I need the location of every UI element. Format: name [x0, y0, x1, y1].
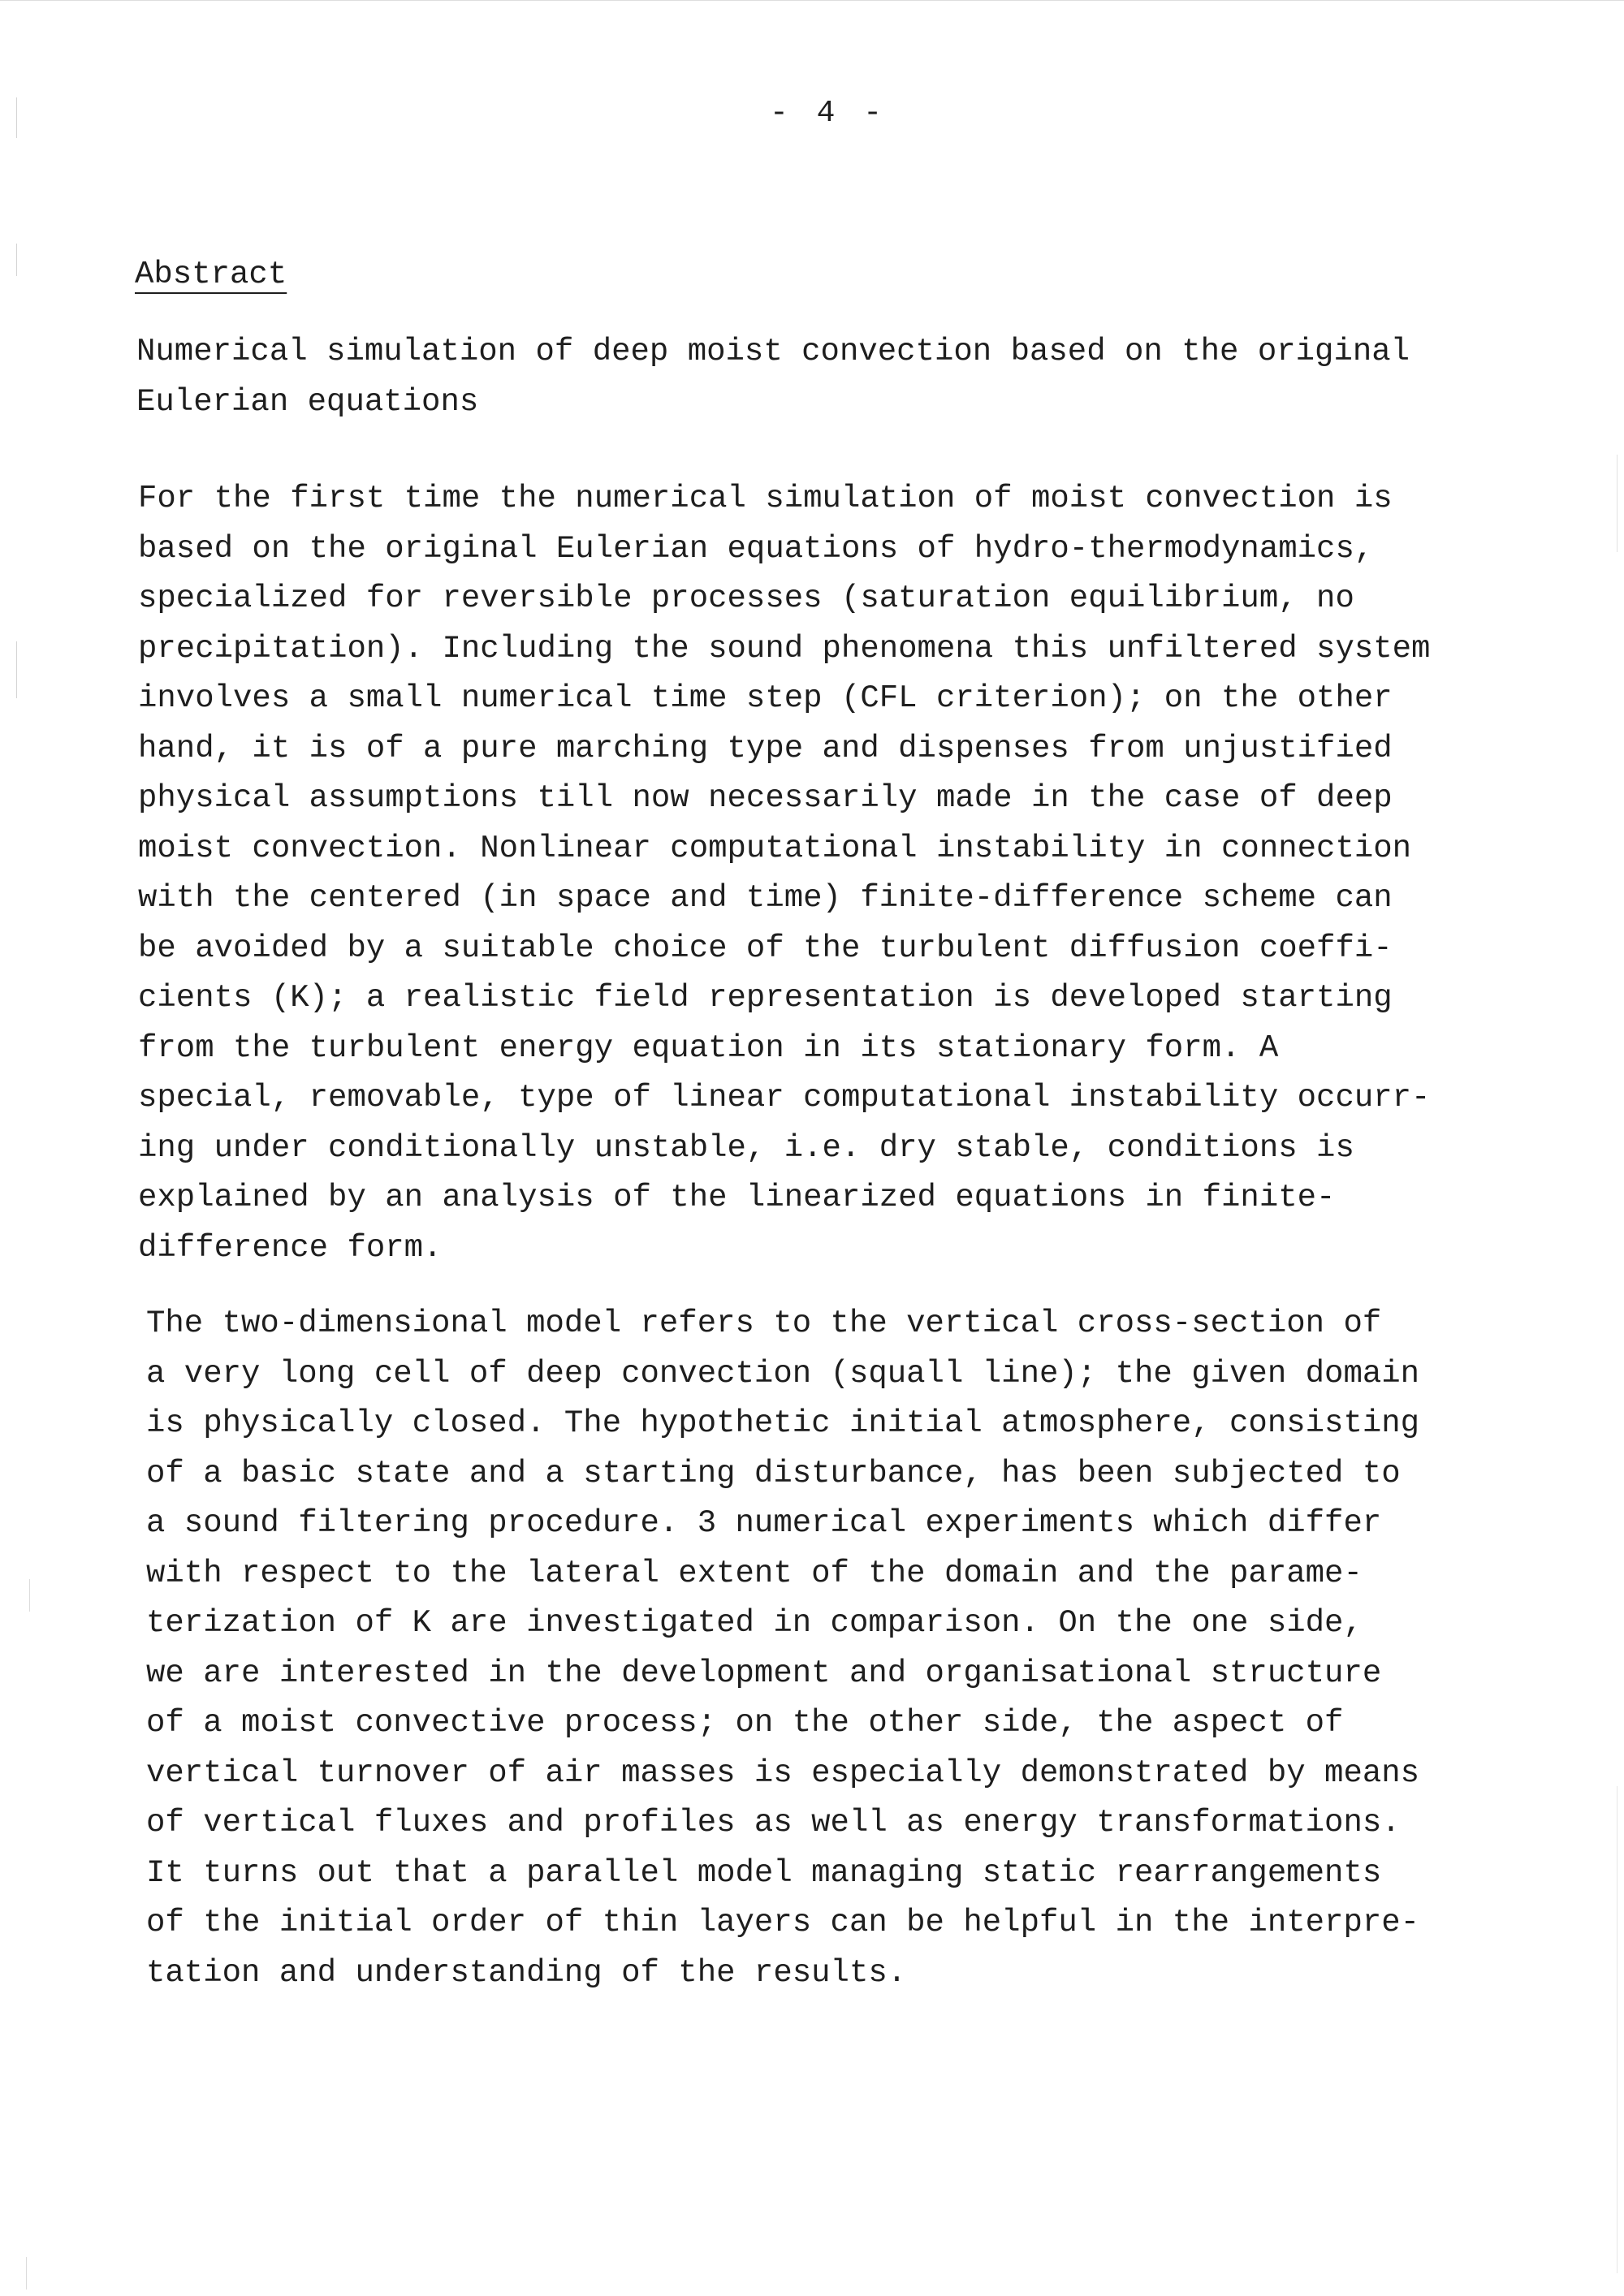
scan-mark-left	[29, 1579, 30, 1612]
scan-mark-left	[16, 641, 17, 698]
page-number: - 4 -	[769, 96, 888, 131]
paper-title: Numerical simulation of deep moist convection based on the original Eulerian equations	[136, 334, 1410, 420]
scan-mark-left	[16, 97, 17, 138]
abstract-heading: Abstract	[135, 257, 287, 292]
scan-edge-top	[0, 0, 1624, 14]
abstract-paragraph-1: For the first time the numerical simulation of moist convection is based on the original Eulerian equations of hydro-thermodynamics, specialized for reversible processes (saturation equilibrium, no precipitation). Including the sound phenomena this unfiltered system involves a small numerical time step (CFL criterion); on the other hand, it is of a pure marching type and dispenses from unjustified physical assumptions till now necessarily made in the case of deep moist convection. Nonlinear computational instability in connection with the centered (in space and time) finite-difference scheme can be avoided by a suitable choice of the turbulent diffusion coeffi- cients (K); a realistic field representation is developed starting from the turbulent energy equation in its stationary form. A special, removable, type of linear computational instability occurr- ing under conditionally unstable, i.e. dry stable, conditions is explained by an analysis of the linearized equations in finite- difference form.	[138, 481, 1431, 1266]
scan-mark-left	[16, 244, 17, 276]
scan-mark-right	[1617, 1786, 1618, 2273]
abstract-paragraph-2: The two-dimensional model refers to the vertical cross-section of a very long cell of deep convection (squall line); the given domain is physically closed. The hypothetic initial atmosphere, consisting of a basic state and a starting disturbance, has been subjected to a sound filtering procedure. 3 numerical experiments which differ with respect to the lateral extent of the domain and the parame- terization of K are investigated in comparison. On the one side, we are interested in the development and organisational structure of a moist convective process; on the other side, the aspect of vertical turnover of air masses is especially demonstrated by means of vertical fluxes and profiles as well as energy transformations. It turns out that a parallel model managing static rearrangements of the initial order of thin layers can be helpful in the interpre- tation and understanding of the results.	[146, 1306, 1420, 1991]
scan-mark-right	[1617, 455, 1618, 552]
scan-mark-left	[26, 2257, 27, 2290]
